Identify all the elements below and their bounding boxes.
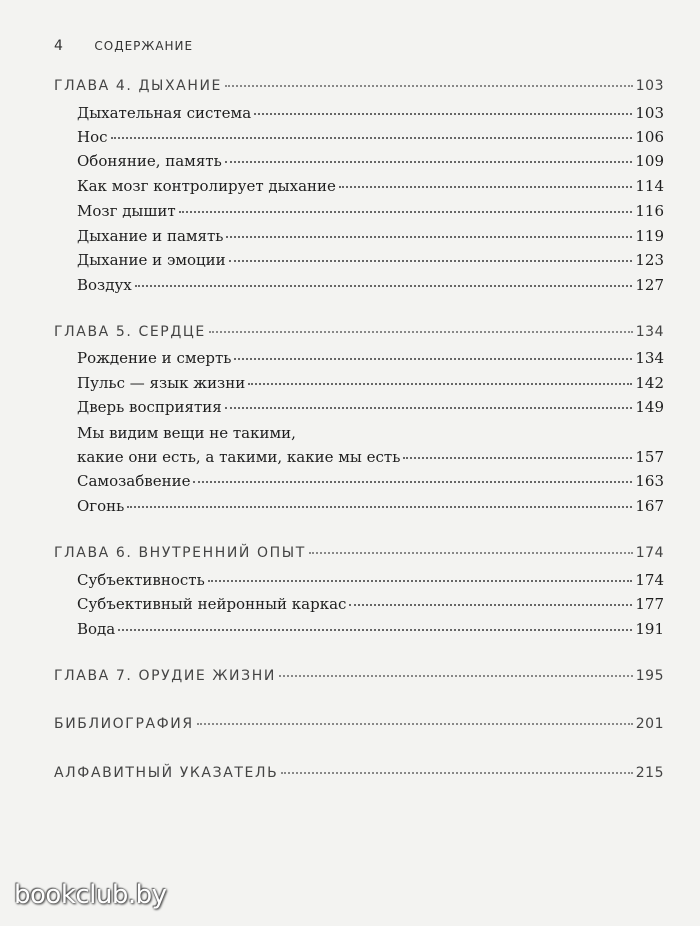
toc-entry-title: Огонь: [77, 497, 125, 515]
page-header: [54, 38, 193, 54]
toc-entry-title: Пульс — язык жизни: [77, 374, 246, 392]
toc-page-number: 106: [635, 128, 664, 146]
toc-entry: [77, 448, 664, 466]
dot-leader: [248, 383, 632, 385]
toc-entry-title: Воздух: [77, 276, 132, 294]
dot-leader: [179, 211, 633, 213]
toc-entry-title: Дыхание и память: [77, 227, 224, 245]
toc-chapter-7: [54, 668, 664, 684]
toc-page-number: 127: [635, 276, 664, 294]
toc-page-number: 119: [635, 227, 664, 245]
toc-index: [54, 765, 664, 781]
toc-page-number: 134: [635, 324, 664, 340]
toc-page-number: 114: [635, 177, 664, 195]
toc-page-number: 149: [635, 398, 664, 416]
toc-entry: [77, 497, 664, 515]
toc-page-number: 109: [635, 152, 664, 170]
toc-entry-title: Самозабвение: [77, 472, 191, 490]
toc-page-number: 191: [635, 620, 664, 638]
dot-leader: [349, 604, 632, 606]
toc-chapter-title: ГЛАВА 5. СЕРДЦЕ: [54, 324, 206, 340]
dot-leader: [118, 629, 632, 631]
toc-page-number: 103: [635, 78, 664, 94]
toc-page-number: 123: [635, 251, 664, 269]
toc-entry-title: Субъективность: [77, 571, 205, 589]
toc-entry-title: Как мозг контролирует дыхание: [77, 177, 336, 195]
toc-page-number: 157: [635, 448, 664, 466]
toc-chapter-6: [54, 545, 664, 561]
toc-entry: [77, 177, 664, 195]
toc-page-number: 174: [635, 571, 664, 589]
toc-page-number: 103: [635, 104, 664, 122]
toc-page-number: 134: [635, 349, 664, 367]
dot-leader: [254, 113, 632, 115]
toc-page-number: 177: [635, 595, 664, 613]
toc-entry-title: Нос: [77, 128, 108, 146]
dot-leader: [193, 481, 632, 483]
toc-chapter-title: ГЛАВА 7. ОРУДИЕ ЖИЗНИ: [54, 668, 276, 684]
dot-leader: [127, 506, 632, 508]
watermark: bookclub.by: [14, 880, 167, 910]
toc-entry-title: Рождение и смерть: [77, 349, 232, 367]
dot-leader: [135, 285, 633, 287]
toc-entry: [77, 472, 664, 490]
dot-leader: [208, 580, 633, 582]
dot-leader: [226, 236, 632, 238]
toc-entry-title: Субъективный нейронный каркас: [77, 595, 347, 613]
toc-entry-title: какие они есть, а такими, какие мы есть: [77, 448, 401, 466]
toc-chapter-4: [54, 78, 664, 94]
toc-entry: [77, 128, 664, 146]
toc-entry: [77, 398, 664, 416]
dot-leader: [279, 675, 633, 677]
toc-entry: [77, 104, 664, 122]
dot-leader: [403, 457, 632, 459]
dot-leader: [225, 85, 633, 87]
toc-entry-title: Мозг дышит: [77, 202, 176, 220]
toc-entry-title: Вода: [77, 620, 116, 638]
toc-entry: [77, 251, 664, 269]
toc-entry: [77, 152, 664, 170]
toc-bibliography: [54, 716, 664, 732]
toc-entry: [77, 227, 664, 245]
toc-page-number: 116: [635, 202, 664, 220]
toc-page-number: 201: [635, 716, 664, 732]
toc-entry-title: Дыхание и эмоции: [77, 251, 226, 269]
toc-entry-title: Дверь восприятия: [77, 398, 222, 416]
page-number: 4: [54, 38, 64, 54]
toc-page-number: 163: [635, 472, 664, 490]
toc-page-number: 142: [635, 374, 664, 392]
toc-chapter-title: ГЛАВА 6. ВНУТРЕННИЙ ОПЫТ: [54, 545, 306, 561]
toc-page-number: 195: [635, 668, 664, 684]
dot-leader: [225, 161, 633, 163]
toc-entry: [77, 349, 664, 367]
toc-entry-title: Мы видим вещи не такими,: [77, 424, 296, 442]
toc-entry: [77, 620, 664, 638]
dot-leader: [281, 772, 632, 774]
dot-leader: [234, 358, 632, 360]
dot-leader: [229, 260, 633, 262]
toc-entry: [77, 276, 664, 294]
toc-entry: [77, 202, 664, 220]
toc-chapter-title: АЛФАВИТНЫЙ УКАЗАТЕЛЬ: [54, 765, 279, 781]
dot-leader: [111, 137, 633, 139]
toc-page-number: 215: [635, 765, 664, 781]
toc-entry: [77, 595, 664, 613]
toc-page-number: 174: [635, 545, 664, 561]
dot-leader: [209, 331, 633, 333]
dot-leader: [309, 552, 633, 554]
dot-leader: [197, 723, 633, 725]
toc-chapter-title: БИБЛИОГРАФИЯ: [54, 716, 194, 732]
toc-entry-title: Дыхательная система: [77, 104, 252, 122]
toc-page-number: 167: [635, 497, 664, 515]
toc-chapter-title: ГЛАВА 4. ДЫХАНИЕ: [54, 78, 222, 94]
dot-leader: [225, 407, 633, 409]
toc-chapter-5: [54, 324, 664, 340]
toc-entry: [77, 571, 664, 589]
toc-entry-title: Обоняние, память: [77, 152, 222, 170]
page-title: СОДЕРЖАНИЕ: [94, 39, 194, 53]
toc-entry: [77, 374, 664, 392]
dot-leader: [339, 186, 632, 188]
